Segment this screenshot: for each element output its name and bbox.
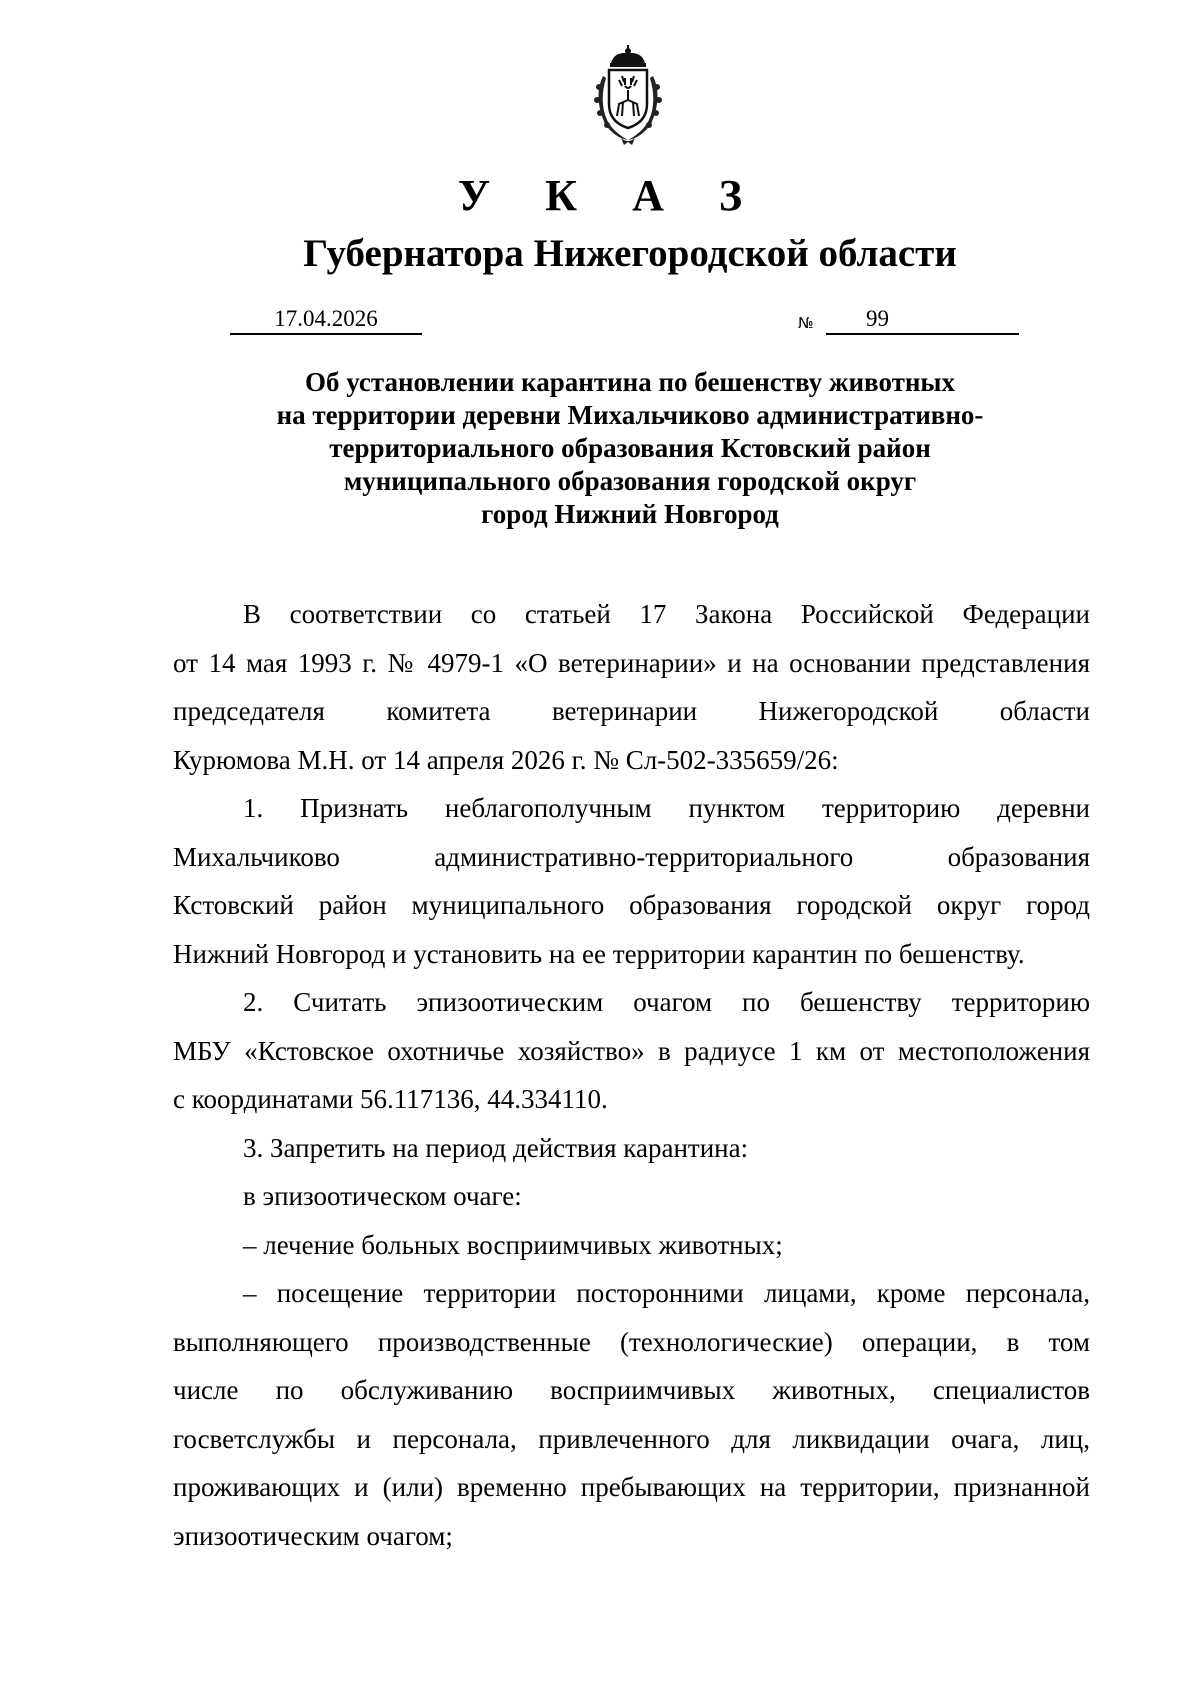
number-sign: № [798,314,814,332]
document-body [173,590,1090,1560]
document-number-field [826,305,1019,335]
bullet-2-paragraph [173,1269,1090,1560]
preamble-paragraph [173,590,1090,784]
body-line: В соответствии со статьей 17 Закона Российской Федерации [243,599,1090,629]
issuer-heading: Губернатора Нижегородской области [303,232,957,275]
coat-of-arms-emblem [575,42,681,148]
body-line: Михальчиково административно-территориального образования [173,841,1090,872]
document-date: 17.04.2026 [230,305,422,335]
title-line: город Нижний Новгород [481,499,779,529]
body-line: эпизоотическим очагом; [173,1520,453,1551]
body-line: 2. Считать эпизоотическим очагом по бешенству территорию [243,987,1090,1017]
title-line: на территории деревни Михальчиково административно- [276,400,984,430]
item-1-paragraph [173,784,1090,978]
crown-icon [610,45,646,67]
body-line: числе по обслуживанию восприимчивых животных, специалистов [173,1375,1090,1405]
body-line: с координатами 56.117136, 44.334110. [173,1084,608,1114]
in-focus-paragraph: в эпизоотическом очаге: [243,1181,522,1211]
body-line: проживающих и (или) временно пребывающих на территории, признанной [173,1472,1090,1502]
bullet-1-paragraph: – лечение больных восприимчивых животных; [243,1229,783,1260]
title-line: территориального образования Кстовский район [329,433,931,463]
item-3-paragraph: 3. Запретить на период действия карантина: [243,1132,749,1163]
body-line: Нижний Новгород и установить на ее территории карантин по бешенству. [173,938,1025,969]
document-title [0,366,1200,531]
body-line: Курюмова М.Н. от 14 апреля 2026 г. № Сл-502-335659/26: [173,744,839,775]
title-line: Об установлении карантина по бешенству животных [304,367,955,397]
title-line: муниципального образования городской округ [343,466,917,496]
body-line: 1. Признать неблагополучным пунктом территорию деревни [243,793,1090,823]
body-line: председателя комитета ветеринарии Нижегородской области [173,696,1090,726]
body-line: Кстовский район муниципального образования городской округ город [173,890,1090,920]
item-2-paragraph [173,978,1090,1124]
body-line: – посещение территории посторонними лицами, кроме персонала, [243,1278,1090,1308]
body-line: госветслужбы и персонала, привлеченного для ликвидации очага, лиц, [173,1423,1090,1454]
body-line: от 14 мая 1993 г. № 4979-1 «О ветеринарии» и на основании представления [173,647,1090,678]
body-line: МБУ «Кстовское охотничье хозяйство» в радиусе 1 км от местоположения [173,1035,1090,1066]
document-number: 99 [866,306,889,331]
body-line: выполняющего производственные (технологические) операции, в том [173,1326,1090,1357]
document-type-heading: У К А З [457,171,765,220]
